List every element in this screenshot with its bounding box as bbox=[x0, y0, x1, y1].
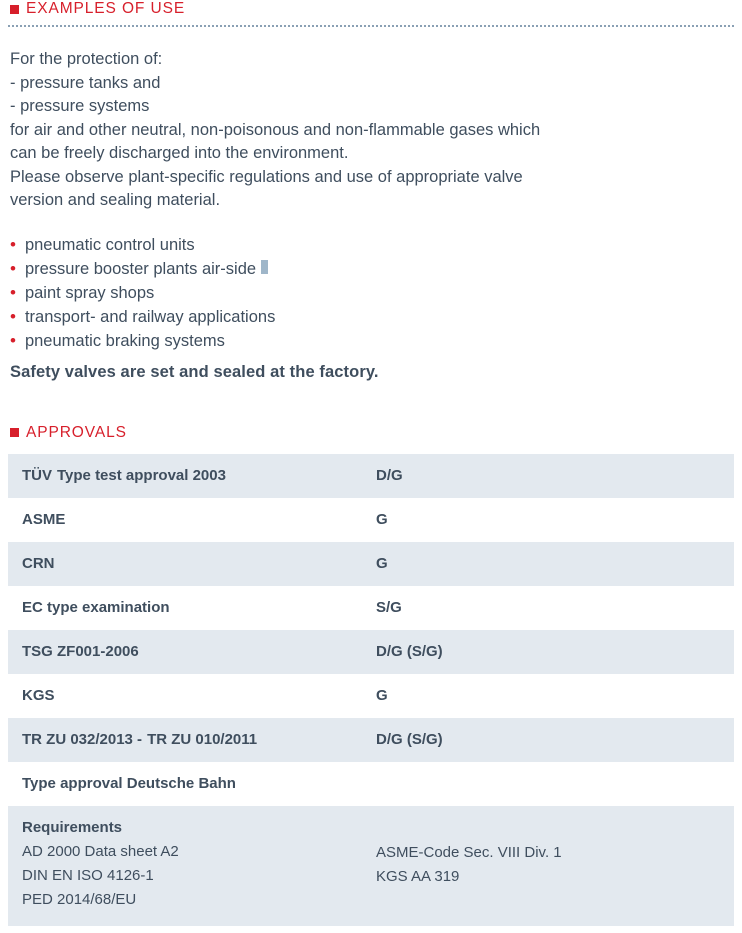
approval-name-cell: ASME bbox=[22, 511, 66, 528]
bullet-dot-icon: • bbox=[10, 282, 16, 302]
intro-line-5: can be freely discharged into the environment. bbox=[10, 144, 349, 162]
approval-name-cell: KGS bbox=[22, 687, 55, 704]
list-item-label: paint spray shops bbox=[24, 283, 155, 302]
list-item bbox=[10, 329, 734, 353]
approval-name-cell: Type approval Deutsche Bahn bbox=[22, 775, 236, 792]
approval-name-label-2: TR ZU 010/2011 bbox=[147, 731, 258, 748]
intro-line-2: - pressure tanks and bbox=[10, 73, 161, 92]
approvals-section-heading bbox=[8, 424, 734, 442]
bullet-dot-icon: • bbox=[10, 330, 16, 350]
table-row bbox=[8, 586, 734, 630]
approval-name-cell bbox=[8, 731, 374, 748]
approval-value-cell: G bbox=[376, 555, 388, 572]
list-item-label: pressure booster plants air-side bbox=[24, 259, 257, 278]
table-row bbox=[8, 498, 734, 542]
table-row bbox=[8, 674, 734, 718]
intro-line-6: Please observe plant-specific regulations and use of appropriate valve bbox=[10, 167, 523, 186]
intro-line-3: - pressure systems bbox=[10, 97, 150, 115]
table-row bbox=[8, 454, 734, 498]
table-row bbox=[8, 630, 734, 674]
requirement-item: KGS AA 319 bbox=[376, 867, 460, 885]
table-row bbox=[8, 718, 734, 762]
requirement-item: AD 2000 Data sheet A2 bbox=[22, 842, 179, 860]
table-row bbox=[8, 542, 734, 586]
bullet-dot-icon: • bbox=[10, 258, 16, 278]
requirements-right-column bbox=[374, 816, 734, 912]
approval-value-cell: D/G (S/G) bbox=[376, 731, 443, 748]
bullet-dot-icon: • bbox=[10, 306, 16, 326]
intro-line-1: For the protection of: bbox=[10, 50, 163, 68]
safety-note: Safety valves are set and sealed at the factory. bbox=[10, 362, 379, 381]
examples-intro-text bbox=[8, 48, 734, 213]
approval-value-cell: D/G (S/G) bbox=[376, 643, 443, 660]
requirements-title: Requirements bbox=[22, 818, 123, 836]
approval-value-cell: G bbox=[376, 687, 388, 704]
examples-heading-label: EXAMPLES OF USE bbox=[26, 0, 186, 17]
approvals-table bbox=[8, 454, 734, 926]
table-row bbox=[8, 762, 734, 806]
approval-value-cell: S/G bbox=[376, 599, 402, 616]
list-item bbox=[10, 305, 734, 329]
approval-value-cell: D/G bbox=[376, 467, 403, 484]
approval-name-cell bbox=[8, 467, 374, 484]
approval-name-label: TR ZU 032/2013 - bbox=[22, 731, 143, 748]
intro-line-4: for air and other neutral, non-poisonous and non-flammable gases which bbox=[10, 120, 541, 139]
requirement-item: DIN EN ISO 4126-1 bbox=[22, 866, 154, 884]
approval-name-cell: TSG ZF001-2006 bbox=[22, 643, 139, 660]
square-marker-icon bbox=[10, 428, 19, 437]
requirement-item: PED 2014/68/EU bbox=[22, 890, 137, 908]
requirement-item: ASME-Code Sec. VIII Div. 1 bbox=[376, 843, 562, 861]
intro-line-7: version and sealing material. bbox=[10, 191, 221, 209]
heading-divider bbox=[8, 25, 734, 27]
list-item bbox=[10, 233, 734, 257]
requirements-block bbox=[8, 806, 734, 926]
examples-section-heading bbox=[8, 0, 734, 18]
list-item bbox=[10, 281, 734, 305]
approvals-heading-label: APPROVALS bbox=[26, 423, 127, 441]
list-item-label: pneumatic control units bbox=[24, 235, 195, 254]
list-item-label: pneumatic braking systems bbox=[24, 331, 225, 350]
requirements-left-column bbox=[8, 816, 374, 912]
list-item bbox=[10, 257, 734, 281]
text-cursor-icon bbox=[261, 260, 268, 274]
approval-name-cell: CRN bbox=[22, 555, 55, 572]
bullet-dot-icon: • bbox=[10, 234, 16, 254]
list-item-label: transport- and railway applications bbox=[24, 307, 276, 326]
approval-value-cell: G bbox=[376, 511, 388, 528]
approval-name-cell: EC type examination bbox=[22, 599, 170, 616]
approval-name-label-2: Type test approval 2003 bbox=[57, 467, 226, 484]
examples-bullet-list bbox=[8, 233, 734, 353]
approval-name-label: TÜV bbox=[22, 467, 52, 484]
square-marker-icon bbox=[10, 5, 19, 14]
